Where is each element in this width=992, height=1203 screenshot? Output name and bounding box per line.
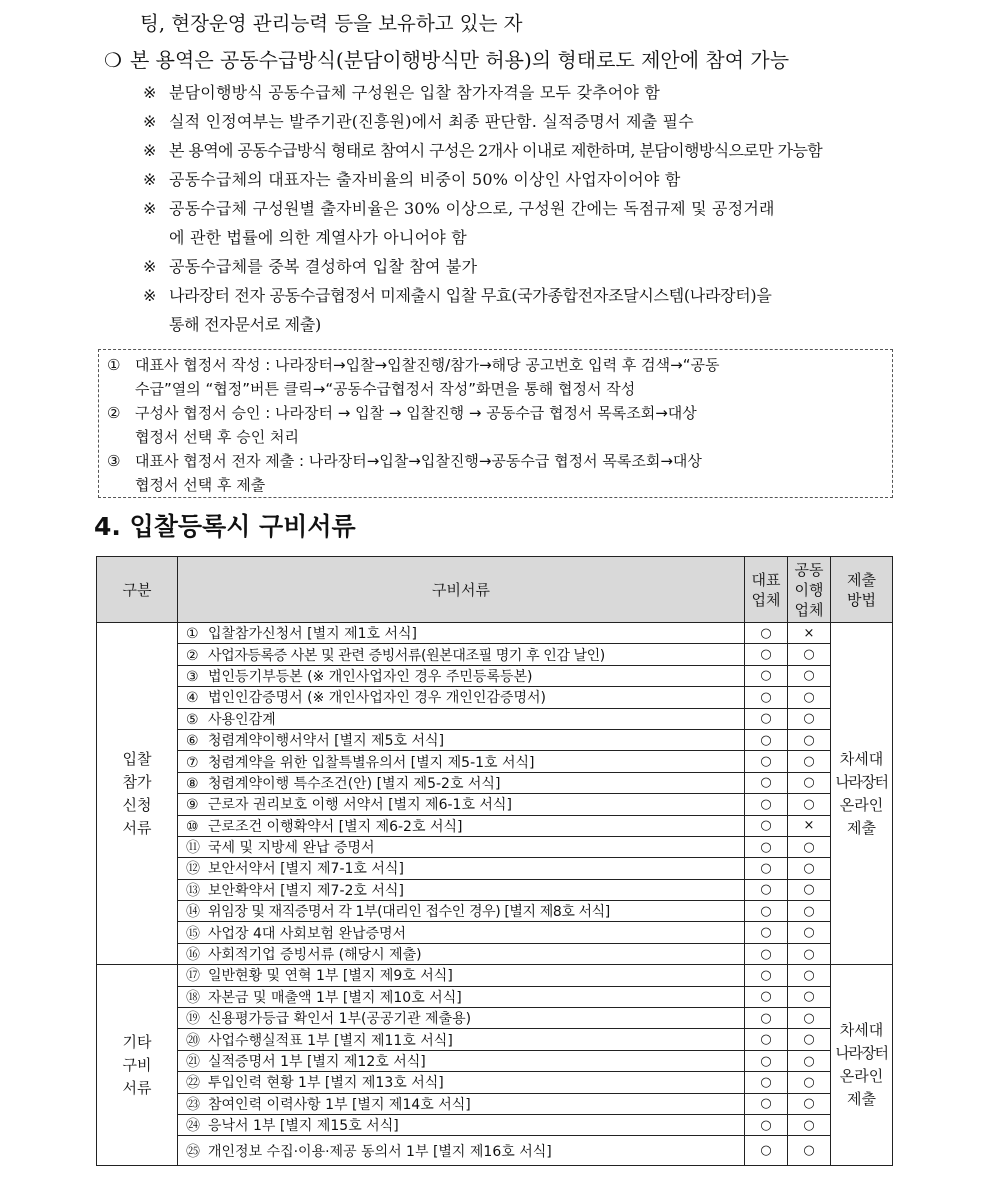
lead-mark: ○ xyxy=(745,729,788,750)
joint-mark: ○ xyxy=(788,922,831,943)
note-text: 분담이행방식 공동수급체 구성원은 입찰 참가자격을 모두 갖추어야 함 xyxy=(169,83,661,102)
document-name: ⑯ 사회적기업 증빙서류 (해당시 제출) xyxy=(178,943,745,964)
document-name: ㉔ 응낙서 1부 [별지 제15호 서식] xyxy=(178,1114,745,1135)
procedure-step xyxy=(107,353,884,401)
table-row xyxy=(97,644,893,665)
procedure-step xyxy=(107,401,884,449)
note-text: 본 용역에 공동수급방식 형태로 참여시 구성은 2개사 이내로 제한하며, 분담이행방식으로만 가능함 xyxy=(169,141,823,160)
document-name: ⑩ 근로조건 이행확약서 [별지 제6-2호 서식] xyxy=(178,815,745,836)
reference-mark-icon: ※ xyxy=(143,170,157,189)
reference-mark-icon: ※ xyxy=(143,286,157,305)
table-row xyxy=(97,687,893,708)
note-text-continued: 통해 전자문서로 제출) xyxy=(169,315,321,334)
table-row xyxy=(97,922,893,943)
joint-mark: ○ xyxy=(788,687,831,708)
note-item xyxy=(143,194,903,252)
lead-mark: ○ xyxy=(745,986,788,1007)
table-header-row xyxy=(97,557,893,623)
required-documents-table xyxy=(96,556,893,1166)
note-text: 공동수급체의 대표자는 출자비율의 비중이 50% 이상인 사업자이어야 함 xyxy=(169,170,681,189)
table-row xyxy=(97,1029,893,1050)
document-name: ⑦ 청렴계약을 위한 입찰특별유의서 [별지 제5-1호 서식] xyxy=(178,751,745,772)
section-heading: 4. 입찰등록시 구비서류 xyxy=(94,512,356,541)
table-row xyxy=(97,901,893,922)
consortium-bullet xyxy=(104,44,789,73)
table-row xyxy=(97,815,893,836)
document-name: ㉓ 참여인력 이력사항 1부 [별지 제14호 서식] xyxy=(178,1093,745,1114)
lead-mark: ○ xyxy=(745,1050,788,1071)
lead-mark: ○ xyxy=(745,815,788,836)
note-item xyxy=(143,78,903,107)
joint-mark: ○ xyxy=(788,1050,831,1071)
joint-mark: ○ xyxy=(788,1008,831,1029)
table-row xyxy=(97,1136,893,1166)
document-name: ㉑ 실적증명서 1부 [별지 제12호 서식] xyxy=(178,1050,745,1071)
procedure-step xyxy=(107,449,884,497)
lead-mark: ○ xyxy=(745,1136,788,1166)
lead-mark: ○ xyxy=(745,965,788,986)
joint-mark: ○ xyxy=(788,879,831,900)
header-category: 구분 xyxy=(97,557,178,623)
document-name: ⑥ 청렴계약이행서약서 [별지 제5호 서식] xyxy=(178,729,745,750)
document-name: ⑪ 국세 및 지방세 완납 증명서 xyxy=(178,836,745,857)
lead-mark: ○ xyxy=(745,922,788,943)
lead-mark: ○ xyxy=(745,772,788,793)
lead-mark: ○ xyxy=(745,1114,788,1135)
lead-mark: ○ xyxy=(745,644,788,665)
note-item xyxy=(143,165,903,194)
joint-mark: ○ xyxy=(788,794,831,815)
reference-mark-icon: ※ xyxy=(143,112,157,131)
table-row xyxy=(97,879,893,900)
lead-mark: ○ xyxy=(745,708,788,729)
header-submission-method: 제출 방법 xyxy=(831,557,893,623)
joint-mark: ○ xyxy=(788,1114,831,1135)
joint-mark: ○ xyxy=(788,708,831,729)
document-name: ⑱ 자본금 및 매출액 1부 [별지 제10호 서식] xyxy=(178,986,745,1007)
step-line: 대표사 협정서 작성 : 나라장터→입찰→입찰진행/참가→해당 공고번호 입력 후 검색→“공동 xyxy=(135,356,720,374)
note-item xyxy=(143,136,903,165)
table-row xyxy=(97,965,893,986)
table-row xyxy=(97,751,893,772)
step-line: 대표사 협정서 전자 제출 : 나라장터→입찰→입찰진행→공동수급 협정서 목록조회→대상 xyxy=(135,452,702,470)
reference-mark-icon: ※ xyxy=(143,83,157,102)
joint-mark: × xyxy=(788,623,831,644)
table-row xyxy=(97,1008,893,1029)
step-line: 수급”열의 “협정”버튼 클릭→“공동수급협정서 작성”화면을 통해 협정서 작성 xyxy=(135,380,636,398)
document-name: ① 입찰참가신청서 [별지 제1호 서식] xyxy=(178,623,745,644)
category-bid-application: 입찰 참가 신청 서류 xyxy=(97,623,178,965)
table-row xyxy=(97,772,893,793)
header-documents: 구비서류 xyxy=(178,557,745,623)
joint-mark: ○ xyxy=(788,751,831,772)
note-text: 공동수급체 구성원별 출자비율은 30% 이상으로, 구성원 간에는 독점규제 및 공정거래 xyxy=(169,199,775,218)
table-row xyxy=(97,1114,893,1135)
document-name: ④ 법인인감증명서 (※ 개인사업자인 경우 개인인감증명서) xyxy=(178,687,745,708)
document-name: ⑫ 보안서약서 [별지 제7-1호 서식] xyxy=(178,858,745,879)
lead-mark: ○ xyxy=(745,1072,788,1093)
reference-mark-icon: ※ xyxy=(143,141,156,160)
reference-mark-icon: ※ xyxy=(143,199,157,218)
step-number: ① xyxy=(107,356,121,374)
document-name: ㉕ 개인정보 수집·이용·제공 동의서 1부 [별지 제16호 서식] xyxy=(178,1136,745,1166)
table-row xyxy=(97,858,893,879)
table-row xyxy=(97,665,893,686)
joint-mark: ○ xyxy=(788,665,831,686)
lead-mark: ○ xyxy=(745,943,788,964)
lead-mark: ○ xyxy=(745,879,788,900)
step-number: ③ xyxy=(107,452,121,470)
step-line: 협정서 선택 후 승인 처리 xyxy=(135,428,299,446)
document-name: ② 사업자등록증 사본 및 관련 증빙서류(원본대조필 명기 후 인감 날인) xyxy=(178,644,745,665)
document-name: ⑨ 근로자 권리보호 이행 서약서 [별지 제6-1호 서식] xyxy=(178,794,745,815)
document-name: ③ 법인등기부등본 (※ 개인사업자인 경우 주민등록등본) xyxy=(178,665,745,686)
category-other-documents: 기타 구비 서류 xyxy=(97,965,178,1166)
lead-mark: ○ xyxy=(745,858,788,879)
note-item xyxy=(143,107,903,136)
document-name: ⑰ 일반현황 및 연혁 1부 [별지 제9호 서식] xyxy=(178,965,745,986)
lead-mark: ○ xyxy=(745,1093,788,1114)
table-row xyxy=(97,1072,893,1093)
document-name: ⑧ 청렴계약이행 특수조건(안) [별지 제5-2호 서식] xyxy=(178,772,745,793)
step-line: 구성사 협정서 승인 : 나라장터 → 입찰 → 입찰진행 → 공동수급 협정서 목록조회→대상 xyxy=(135,404,697,422)
notes-list xyxy=(143,78,903,339)
document-name: ⑮ 사업장 4대 사회보험 완납증명서 xyxy=(178,922,745,943)
table-row xyxy=(97,708,893,729)
note-text: 실적 인정여부는 발주기관(진흥원)에서 최종 판단함. 실적증명서 제출 필수 xyxy=(169,112,694,131)
document-name: ⑤ 사용인감계 xyxy=(178,708,745,729)
table-row xyxy=(97,986,893,1007)
agreement-procedure-box xyxy=(98,349,893,498)
table-row xyxy=(97,1050,893,1071)
document-name: ⑳ 사업수행실적표 1부 [별지 제11호 서식] xyxy=(178,1029,745,1050)
step-line: 협정서 선택 후 제출 xyxy=(135,476,266,494)
joint-mark: ○ xyxy=(788,943,831,964)
table-row xyxy=(97,623,893,644)
table-row xyxy=(97,1093,893,1114)
note-text: 나라장터 전자 공동수급협정서 미제출시 입찰 무효(국가종합전자조달시스템(나라장터)을 xyxy=(169,286,772,305)
joint-mark: ○ xyxy=(788,901,831,922)
joint-mark: ○ xyxy=(788,644,831,665)
header-lead-company: 대표 업체 xyxy=(745,557,788,623)
joint-mark: ○ xyxy=(788,1093,831,1114)
document-name: ⑭ 위임장 및 재직증명서 각 1부(대리인 접수인 경우) [별지 제8호 서식] xyxy=(178,901,745,922)
lead-mark: ○ xyxy=(745,623,788,644)
lead-mark: ○ xyxy=(745,1008,788,1029)
joint-mark: ○ xyxy=(788,729,831,750)
lead-mark: ○ xyxy=(745,901,788,922)
header-joint-company: 공동 이행 업체 xyxy=(788,557,831,623)
submission-method: 차세대 나라장터 온라인 제출 xyxy=(831,965,893,1166)
lead-mark: ○ xyxy=(745,665,788,686)
document-name: ⑬ 보안확약서 [별지 제7-2호 서식] xyxy=(178,879,745,900)
bullet-circle-icon: ❍ xyxy=(104,48,122,72)
joint-mark: ○ xyxy=(788,986,831,1007)
lead-mark: ○ xyxy=(745,751,788,772)
submission-method: 차세대 나라장터 온라인 제출 xyxy=(831,623,893,965)
lead-mark: ○ xyxy=(745,1029,788,1050)
bullet-text: 본 용역은 공동수급방식(분담이행방식만 허용)의 형태로도 제안에 참여 가능 xyxy=(130,48,790,72)
joint-mark: ○ xyxy=(788,1072,831,1093)
table-row xyxy=(97,729,893,750)
joint-mark: ○ xyxy=(788,965,831,986)
intro-continuation-line: 팅, 현장운영 관리능력 등을 보유하고 있는 자 xyxy=(140,12,523,35)
note-item xyxy=(143,281,903,339)
note-item xyxy=(143,252,903,281)
joint-mark: ○ xyxy=(788,772,831,793)
document-name: ⑲ 신용평가등급 확인서 1부(공공기관 제출용) xyxy=(178,1008,745,1029)
document-name: ㉒ 투입인력 현황 1부 [별지 제13호 서식] xyxy=(178,1072,745,1093)
step-number: ② xyxy=(107,404,121,422)
joint-mark: × xyxy=(788,815,831,836)
table-row xyxy=(97,943,893,964)
joint-mark: ○ xyxy=(788,1136,831,1166)
note-text-continued: 에 관한 법률에 의한 계열사가 아니어야 함 xyxy=(169,228,467,247)
joint-mark: ○ xyxy=(788,836,831,857)
note-text: 공동수급체를 중복 결성하여 입찰 참여 불가 xyxy=(169,257,478,276)
lead-mark: ○ xyxy=(745,687,788,708)
table-row xyxy=(97,794,893,815)
joint-mark: ○ xyxy=(788,1029,831,1050)
joint-mark: ○ xyxy=(788,858,831,879)
reference-mark-icon: ※ xyxy=(143,257,157,276)
lead-mark: ○ xyxy=(745,836,788,857)
table-row xyxy=(97,836,893,857)
lead-mark: ○ xyxy=(745,794,788,815)
